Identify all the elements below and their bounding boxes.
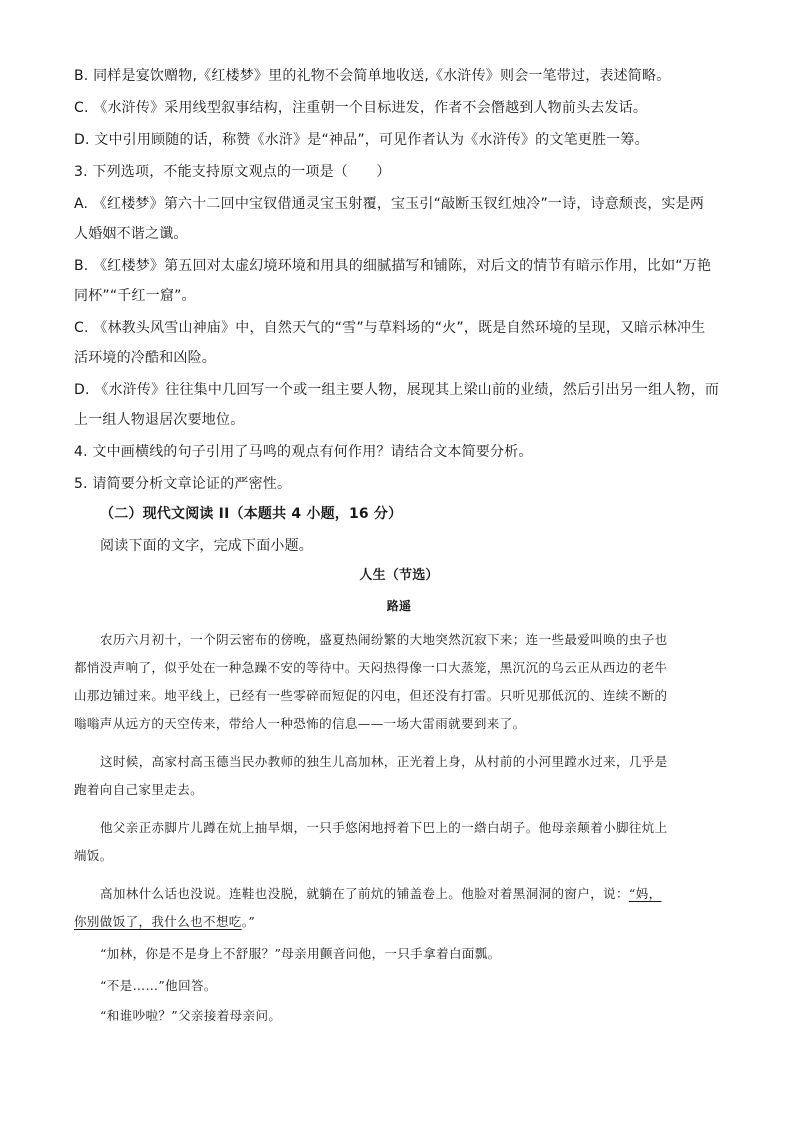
q3-option-c-line1: C. 《林教头风雪山神庙》中，自然天气的“雪”与草料场的“火”，既是自然环境的呈现，又暗示林冲生 [74,320,706,336]
passage-author: 路遥 [386,599,412,613]
passage-text: 高加林什么话也没说。连鞋也没脱，就躺在了前炕的铺盖卷上。他脸对着黑洞洞的窗户，说： [100,886,629,901]
q4-stem: 4. 文中画横线的句子引用了马鸣的观点有何作用？请结合文本简要分析。 [74,444,533,460]
q3-option-d-line1: D. 《水浒传》往往集中几回写一个或一组主要人物，展现其上梁山前的业绩，然后引出另一组人物，而 [74,382,720,398]
q3-option-a-line1: A. 《红楼梦》第六十二回中宝钗借通灵宝玉射覆，宝玉引“敲断玉钗红烛冷”一诗，诗意颓丧，实是两 [74,196,705,212]
section-title: （二）现代文阅读 II（本题共 4 小题，16 分） [100,506,403,522]
q3-option-c-line2: 活环境的冷酷和凶险。 [74,350,216,366]
q3-option-d-line2: 上一组人物退居次要地位。 [74,412,245,428]
passage-line: “不是……”他回答。 [100,978,217,993]
passage-line: 山那边铺过来。地平线上，已经有一些零碎而短促的闪电，但还没有打雷。只听见那低沉的、连续不断的 [74,688,668,703]
q2-option-c: C. 《水浒传》采用线型叙事结构，注重朝一个目标进发，作者不会僭越到人物前头去发话。 [74,100,648,116]
q5-stem: 5. 请简要分析文章论证的严密性。 [74,476,292,492]
passage-line: 他父亲正赤脚片儿蹲在炕上抽旱烟，一只手悠闲地捋着下巴上的一綹白胡子。他母亲颠着小脚往炕上 [100,820,668,835]
underlined-text: “妈， [628,886,662,901]
passage-title: 人生（节选） [359,568,439,583]
passage-line: 都悄没声响了，似乎处在一种急躁不安的等待中。天闷热得像一口大蒸笼，黑沉沉的乌云正从西边的老牛 [74,660,668,675]
passage-line: “和谁吵啦？”父亲接着母亲问。 [100,1008,282,1023]
q3-option-b-line2: 同杯”“千红一窟”。 [74,288,196,304]
passage-line: “加林，你是不是身上不舒服？”母亲用颤音问他，一只手拿着白面瓢。 [100,946,501,961]
q3-option-a-line2: 人婚姻不谐之谶。 [74,226,188,242]
q2-option-d: D. 文中引用顾随的话，称赞《水浒》是“神品”，可见作者认为《水浒传》的文笔更胜一筹。 [74,132,649,148]
passage-line: 这时候，高家村高玉德当民办教师的独生儿高加林，正光着上身，从村前的小河里蹚水过来，几乎是 [100,754,668,769]
passage-line: 端饭。 [74,848,113,863]
passage-text: 。” [241,914,256,929]
q3-stem: 3. 下列选项，不能支持原文观点的一项是（ ） [74,164,391,180]
passage-line: 农历六月初十，一个阴云密布的傍晚，盛夏热闹纷繁的大地突然沉寂下来；连一些最爱叫唤的虫子也 [100,632,668,647]
passage-line [74,912,724,932]
passage-line: 嗡嗡声从远方的天空传来，带给人一种恐怖的信息——一场大雷雨就要到来了。 [74,716,526,731]
passage-line: 跑着向自己家里走去。 [74,782,204,797]
q2-option-b: B. 同样是宴饮赠物,《红楼梦》里的礼物不会简单地收送,《水浒传》则会一笔带过，表述简略。 [74,68,671,84]
instruction: 阅读下面的文字，完成下面小题。 [100,538,313,554]
passage-line [100,884,750,904]
underlined-text: 你别做饭了，我什么也不想吃 [74,914,242,929]
q3-option-b-line1: B. 《红楼梦》第五回对太虚幻境环境和用具的细腻描写和铺陈，对后文的情节有暗示作用，比如“万艳 [74,258,712,274]
